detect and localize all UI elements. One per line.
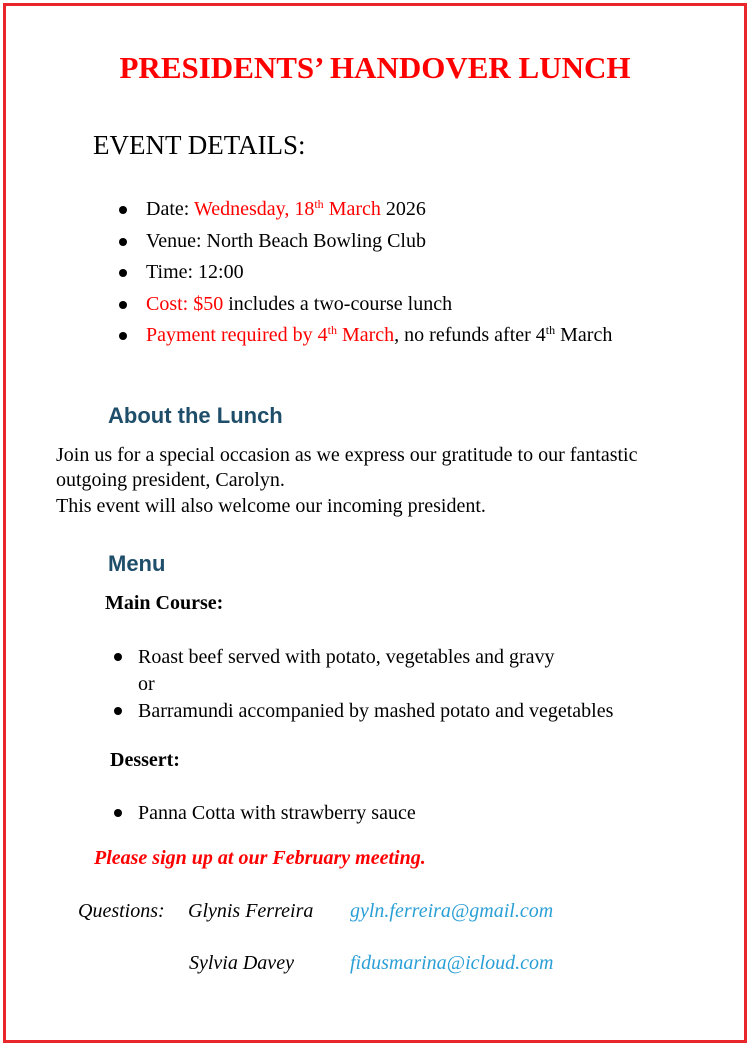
payment-rest-suffix: th (545, 323, 556, 337)
main-course-item (106, 643, 613, 697)
bullet-icon (119, 206, 127, 214)
about-line-3: This event will also welcome our incoming president. (56, 495, 486, 517)
about-heading: About the Lunch (108, 403, 283, 428)
contact-name-1: Glynis Ferreira (188, 900, 314, 922)
date-suffix: th (314, 197, 324, 211)
detail-date (110, 194, 612, 226)
contact-email-2[interactable]: fidusmarina@icloud.com (350, 952, 554, 974)
contact-email-1[interactable]: gyln.ferreira@gmail.com (350, 900, 554, 922)
main-course-item-1: Roast beef served with potato, vegetables and gravy (138, 646, 555, 668)
bullet-icon (119, 332, 127, 340)
payment-highlight-suffix: th (327, 323, 337, 337)
detail-payment (110, 320, 612, 352)
bullet-icon (119, 269, 127, 277)
signup-notice: Please sign up at our February meeting. (94, 847, 426, 869)
bullet-icon (114, 707, 122, 715)
detail-cost (110, 289, 612, 321)
questions-label: Questions: (78, 900, 165, 922)
cost-rest: includes a two-course lunch (223, 292, 453, 315)
detail-venue (110, 226, 612, 258)
event-details-heading: EVENT DETAILS: (93, 130, 306, 160)
contact-name-2: Sylvia Davey (189, 952, 294, 974)
payment-rest-start: , no refunds after 4 (394, 324, 546, 346)
dessert-item (106, 799, 416, 827)
about-line-2: outgoing president, Carolyn. (56, 469, 285, 491)
date-label: Date: (146, 198, 194, 220)
payment-highlight-start: Payment required by 4 (146, 324, 328, 346)
bullet-icon (119, 301, 127, 309)
main-course-item (106, 697, 613, 725)
or-separator: or (138, 673, 155, 695)
bullet-icon (114, 653, 122, 661)
main-course-list (106, 643, 613, 725)
bullet-icon (119, 238, 127, 246)
time-text: Time: 12:00 (146, 261, 244, 283)
date-weekday: Wednesday, 18 (193, 198, 315, 220)
payment-rest-end: March (555, 324, 613, 346)
menu-heading: Menu (108, 551, 166, 576)
main-course-label: Main Course: (105, 592, 224, 614)
venue-text: Venue: North Beach Bowling Club (146, 229, 426, 252)
dessert-label: Dessert: (110, 749, 180, 771)
bullet-icon (114, 809, 122, 817)
date-month: March (323, 198, 381, 220)
main-course-item-2: Barramundi accompanied by mashed potato and vegetables (138, 700, 614, 722)
event-details-list (110, 194, 612, 352)
about-line-1: Join us for a special occasion as we express our gratitude to our fantastic (56, 444, 638, 466)
payment-highlight-end: March (336, 324, 395, 346)
dessert-list (106, 799, 416, 827)
date-year: 2026 (380, 198, 426, 220)
page-title: PRESIDENTS’ HANDOVER LUNCH (119, 50, 631, 85)
cost-highlight: Cost: $50 (146, 292, 224, 315)
detail-time (110, 257, 612, 289)
dessert-item-1: Panna Cotta with strawberry sauce (138, 802, 416, 824)
